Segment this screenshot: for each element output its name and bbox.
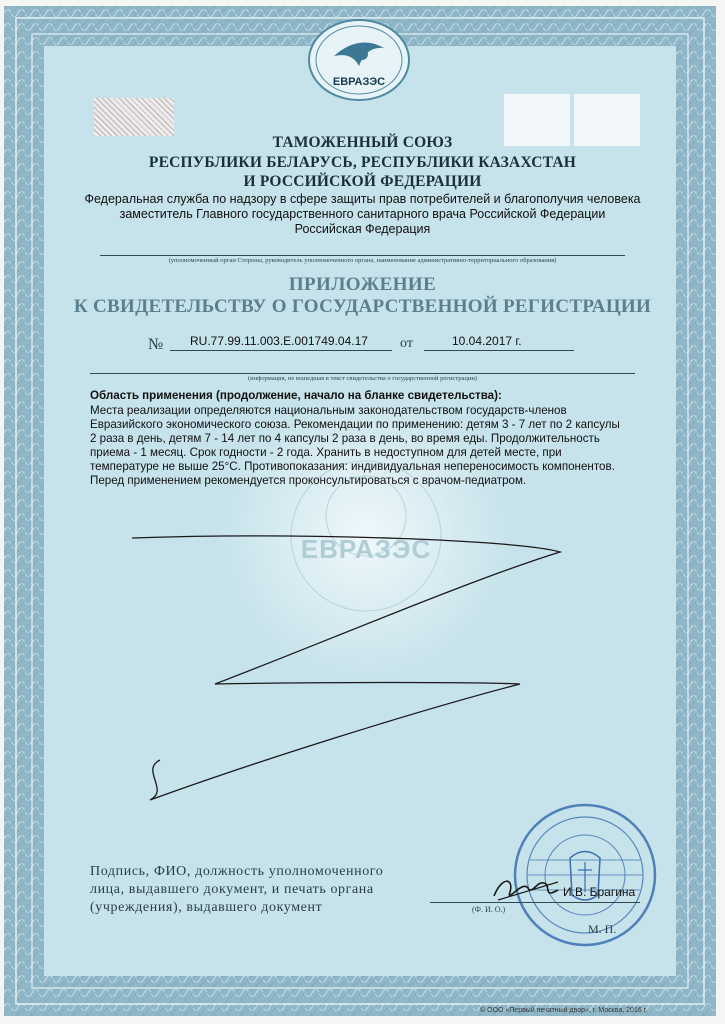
registration-number: RU.77.99.11.003.Е.001749.04.17: [190, 334, 368, 348]
number-sign: №: [148, 336, 164, 353]
printer-footer: © ООО «Первый печатный двор», г. Москва, 2016 г.: [480, 1007, 648, 1014]
scope-line-5: температуре не выше 25°С. Противопоказания: индивидуальная непереносимость компонентов.: [90, 460, 615, 473]
signatory-name: И.В. Брагина: [563, 885, 636, 899]
scope-line-6: Перед применением рекомендуется проконсультироваться с врачом-педиатром.: [90, 474, 527, 487]
header-republics: РЕСПУБЛИКИ БЕЛАРУСЬ, РЕСПУБЛИКИ КАЗАХСТАН: [148, 154, 577, 171]
signature-caption-2: лица, выдавшего документ, и печать органа: [90, 882, 374, 897]
document-title: ПРИЛОЖЕНИЕ: [288, 274, 437, 295]
document-subtitle: К СВИДЕТЕЛЬСТВУ О ГОСУДАРСТВЕННОЙ РЕГИСТРАЦИИ: [73, 296, 652, 317]
authority-caption: (уполномоченный орган Стороны, руководитель уполномоченного органа, наименование административно-территориального образования): [168, 257, 557, 264]
fio-caption: (Ф. И. О.): [472, 905, 506, 914]
scope-line-1: Места реализации определяются национальным законодательством государств-членов: [90, 404, 567, 417]
authority-line-1: Федеральная служба по надзору в сфере защиты прав потребителей и благополучия человека: [84, 192, 641, 206]
scope-line-2: Евразийского экономического союза. Рекомендации по применению: детям 3 - 7 лет по 2 капсулы: [90, 418, 620, 431]
stamp-place-label: М. П.: [588, 922, 617, 936]
scope-line-3: 2 раза в день, детям 7 - 14 лет по 4 капсулы 2 раза в день, во время еды. Продолжительность: [90, 432, 600, 445]
signature-underline: [430, 902, 640, 903]
header-federation: И РОССИЙСКОЙ ФЕДЕРАЦИИ: [243, 173, 482, 190]
date-prefix: от: [400, 336, 413, 351]
scope-label: Область применения (продолжение, начало на бланке свидетельства):: [90, 389, 502, 402]
scope-line-4: приема - 1 месяц. Срок годности - 2 года. Хранить в недоступном для детей месте, при: [90, 446, 562, 459]
watermark-text: ЕВРАЗЭС: [300, 534, 432, 564]
registration-date: 10.04.2017 г.: [452, 334, 522, 348]
header-union: ТАМОЖЕННЫЙ СОЮЗ: [272, 134, 453, 151]
signature-caption-1: Подпись, ФИО, должность уполномоченного: [90, 864, 384, 879]
info-caption: (информация, не вошедшая в текст свидетельства о государственной регистрации): [248, 375, 477, 382]
handwritten-signature: [488, 870, 568, 910]
emblem-label: ЕВРАЗЭС: [332, 76, 386, 88]
authority-line-2: заместитель Главного государственного санитарного врача Российской Федерации: [119, 207, 606, 221]
signature-caption-3: (учреждения), выдавшего документ: [90, 900, 323, 915]
authority-line-3: Российская Федерация: [294, 222, 431, 236]
